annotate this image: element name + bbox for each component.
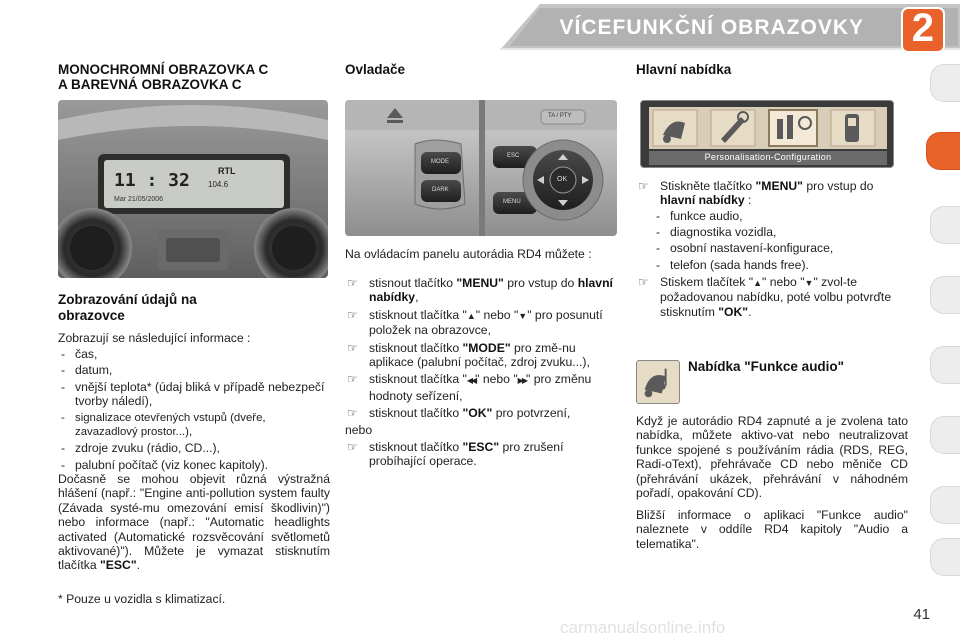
audio-function-icon bbox=[636, 360, 680, 404]
chapter-tab-5[interactable] bbox=[930, 346, 960, 384]
section-heading-controls: Ovladače bbox=[345, 62, 406, 77]
rewind-icon: ◀◀ bbox=[466, 376, 476, 386]
section-heading-display: MONOCHROMNÍ OBRAZOVKA C A BAREVNÁ OBRAZOVKA C bbox=[58, 62, 269, 92]
list-item: - funkce audio, bbox=[654, 209, 908, 224]
list-item: - diagnostika vozidla, bbox=[654, 225, 908, 240]
arrow-up-icon: ▲ bbox=[466, 310, 476, 321]
footnote: * Pouze u vozidla s klimatizací. bbox=[58, 592, 226, 606]
controls-list bbox=[345, 276, 617, 424]
fast-forward-icon: ▶▶ bbox=[517, 376, 526, 386]
ok-button[interactable]: OK bbox=[557, 176, 568, 183]
list-item: ☞ stisknout tlačítka "▲" nebo "▼" pro posunutí položek na obrazovce, bbox=[347, 307, 603, 338]
list-item: ☞ Stiskněte tlačítko "MENU" pro vstup do hlavní nabídky : bbox=[638, 179, 874, 208]
main-menu-list-2 bbox=[636, 275, 908, 322]
list-item: ☞ stisnout tlačítko "MENU" pro vstup do hlavní nabídky, bbox=[347, 276, 613, 305]
screen-time: 11 : 32 bbox=[114, 170, 190, 191]
chapter-tabs bbox=[926, 64, 960, 574]
mode-button[interactable]: MODE bbox=[431, 159, 449, 165]
list-item: - palubní počítač (viz konec kapitoly). bbox=[58, 458, 330, 472]
screen-date: Mar 21/05/2006 bbox=[114, 196, 164, 203]
audio-paragraph-1: Když je autorádio RD4 zapnuté a je zvolena tato nabídka, můžete aktivo-vat nebo neutralizovat funkce spojené s používáním rádia (RDS, REG, Radi-oText), přehrávače CD nebo měniče CD (přehrávání ukázek, přehrávání v náhodném pořadí, opakování CD). bbox=[636, 414, 908, 501]
esc-button[interactable]: ESC bbox=[507, 153, 520, 159]
list-item: ☞ stisknout tlačítka "◀◀" nebo "▶▶" pro změnu hodnoty seřízení, bbox=[347, 372, 592, 403]
control-panel-photo bbox=[345, 100, 617, 236]
list-item: - vnější teplota* (údaj bliká v případě nebezpečí tvorby náledí), bbox=[58, 380, 330, 409]
dark-button[interactable]: DARK bbox=[432, 187, 449, 193]
menu-caption: Personalisation-Configuration bbox=[704, 152, 832, 162]
section-heading-main-menu: Hlavní nabídka bbox=[636, 62, 732, 77]
chapter-tab-2-active[interactable] bbox=[926, 132, 960, 170]
chapter-tab-7[interactable] bbox=[930, 486, 960, 524]
list-item: ☞ stisknout tlačítko "OK" pro potvrzení, bbox=[347, 406, 571, 421]
chapter-tab-6[interactable] bbox=[930, 416, 960, 454]
dashboard-screen-photo bbox=[58, 100, 328, 278]
arrow-down-icon: ▼ bbox=[804, 278, 814, 288]
menu-button[interactable]: MENU bbox=[503, 199, 521, 205]
main-menu-list bbox=[636, 179, 908, 211]
audio-paragraph-2: Bližší informace o aplikaci "Funkce audio" naleznete v oddíle RD4 kapitoly "Audio a telematika". bbox=[636, 508, 908, 551]
chapter-tab-8[interactable] bbox=[930, 538, 960, 576]
controls-intro: Na ovládacím panelu autorádia RD4 můžete : bbox=[345, 247, 592, 261]
pointing-finger-icon: ☞ bbox=[638, 179, 649, 193]
info-list bbox=[58, 347, 330, 474]
info-intro: Zobrazují se následující informace : bbox=[58, 331, 251, 345]
dashboard-illustration bbox=[58, 100, 328, 278]
pointing-finger-icon: ☞ bbox=[347, 440, 358, 454]
page-title: VÍCEFUNKČNÍ OBRAZOVKY bbox=[559, 16, 864, 39]
list-item: - osobní nastavení-konfigurace, bbox=[654, 241, 908, 256]
chapter-tab-4[interactable] bbox=[930, 276, 960, 314]
section-heading-audio: Nabídka "Funkce audio" bbox=[688, 359, 845, 374]
pointing-finger-icon: ☞ bbox=[638, 275, 649, 289]
arrow-down-icon: ▼ bbox=[518, 310, 528, 321]
chapter-number: 2 bbox=[911, 6, 934, 50]
list-item: - datum, bbox=[58, 363, 330, 377]
info-paragraph: Dočasně se mohou objevit různá výstražná hlášení (např.: "Engine anti-pollution system faulty (Závada systé-mu omezování emisí škodlivin)") nebo informace (např.: "Automatic headlights activated (Automatické rozsvěcování světlometů aktivované)"). Můžete je vymazat stisknutím tlačítka "ESC". bbox=[58, 472, 330, 573]
list-item: - signalizace otevřených vstupů (dveře, zavazadlový prostor...), bbox=[58, 411, 330, 440]
main-menu-screen bbox=[640, 100, 894, 168]
pointing-finger-icon: ☞ bbox=[347, 340, 358, 355]
section-heading-info: Zobrazování údajů na obrazovce bbox=[58, 292, 197, 323]
watermark: carmanualsonline.info bbox=[560, 618, 726, 637]
ta-pty-button[interactable]: TA / PTY bbox=[548, 113, 572, 119]
page-number: 41 bbox=[913, 606, 930, 623]
list-item: - zdroje zvuku (rádio, CD...), bbox=[58, 441, 330, 455]
screen-station: RTL bbox=[218, 166, 236, 176]
chapter-tab-3[interactable] bbox=[930, 206, 960, 244]
chapter-tab-1[interactable] bbox=[930, 64, 960, 102]
list-item: - čas, bbox=[58, 347, 330, 361]
list-item: ☞ Stiskem tlačítek "▲" nebo "▼" zvol-te požadovanou nabídku, poté volbu potvrďte stisknutím "OK". bbox=[638, 275, 892, 319]
controls-or: nebo bbox=[345, 423, 373, 437]
pointing-finger-icon: ☞ bbox=[347, 307, 358, 322]
main-menu-sublist bbox=[636, 209, 908, 274]
list-item: ☞ stisknout tlačítko "ESC" pro zrušení probíhající operace. bbox=[347, 440, 564, 469]
list-item: ☞ stisknout tlačítko "MODE" pro změ-nu aplikace (palubní počítač, zdroj zvuku...), bbox=[347, 340, 590, 370]
pointing-finger-icon: ☞ bbox=[347, 406, 358, 421]
screen-frequency: 104.6 bbox=[208, 180, 229, 189]
pointing-finger-icon: ☞ bbox=[347, 276, 358, 290]
control-panel-illustration bbox=[345, 100, 617, 236]
controls-list-last bbox=[345, 440, 617, 472]
list-item: - telefon (sada hands free). bbox=[654, 258, 908, 273]
arrow-up-icon: ▲ bbox=[753, 278, 762, 288]
pointing-finger-icon: ☞ bbox=[347, 372, 358, 387]
